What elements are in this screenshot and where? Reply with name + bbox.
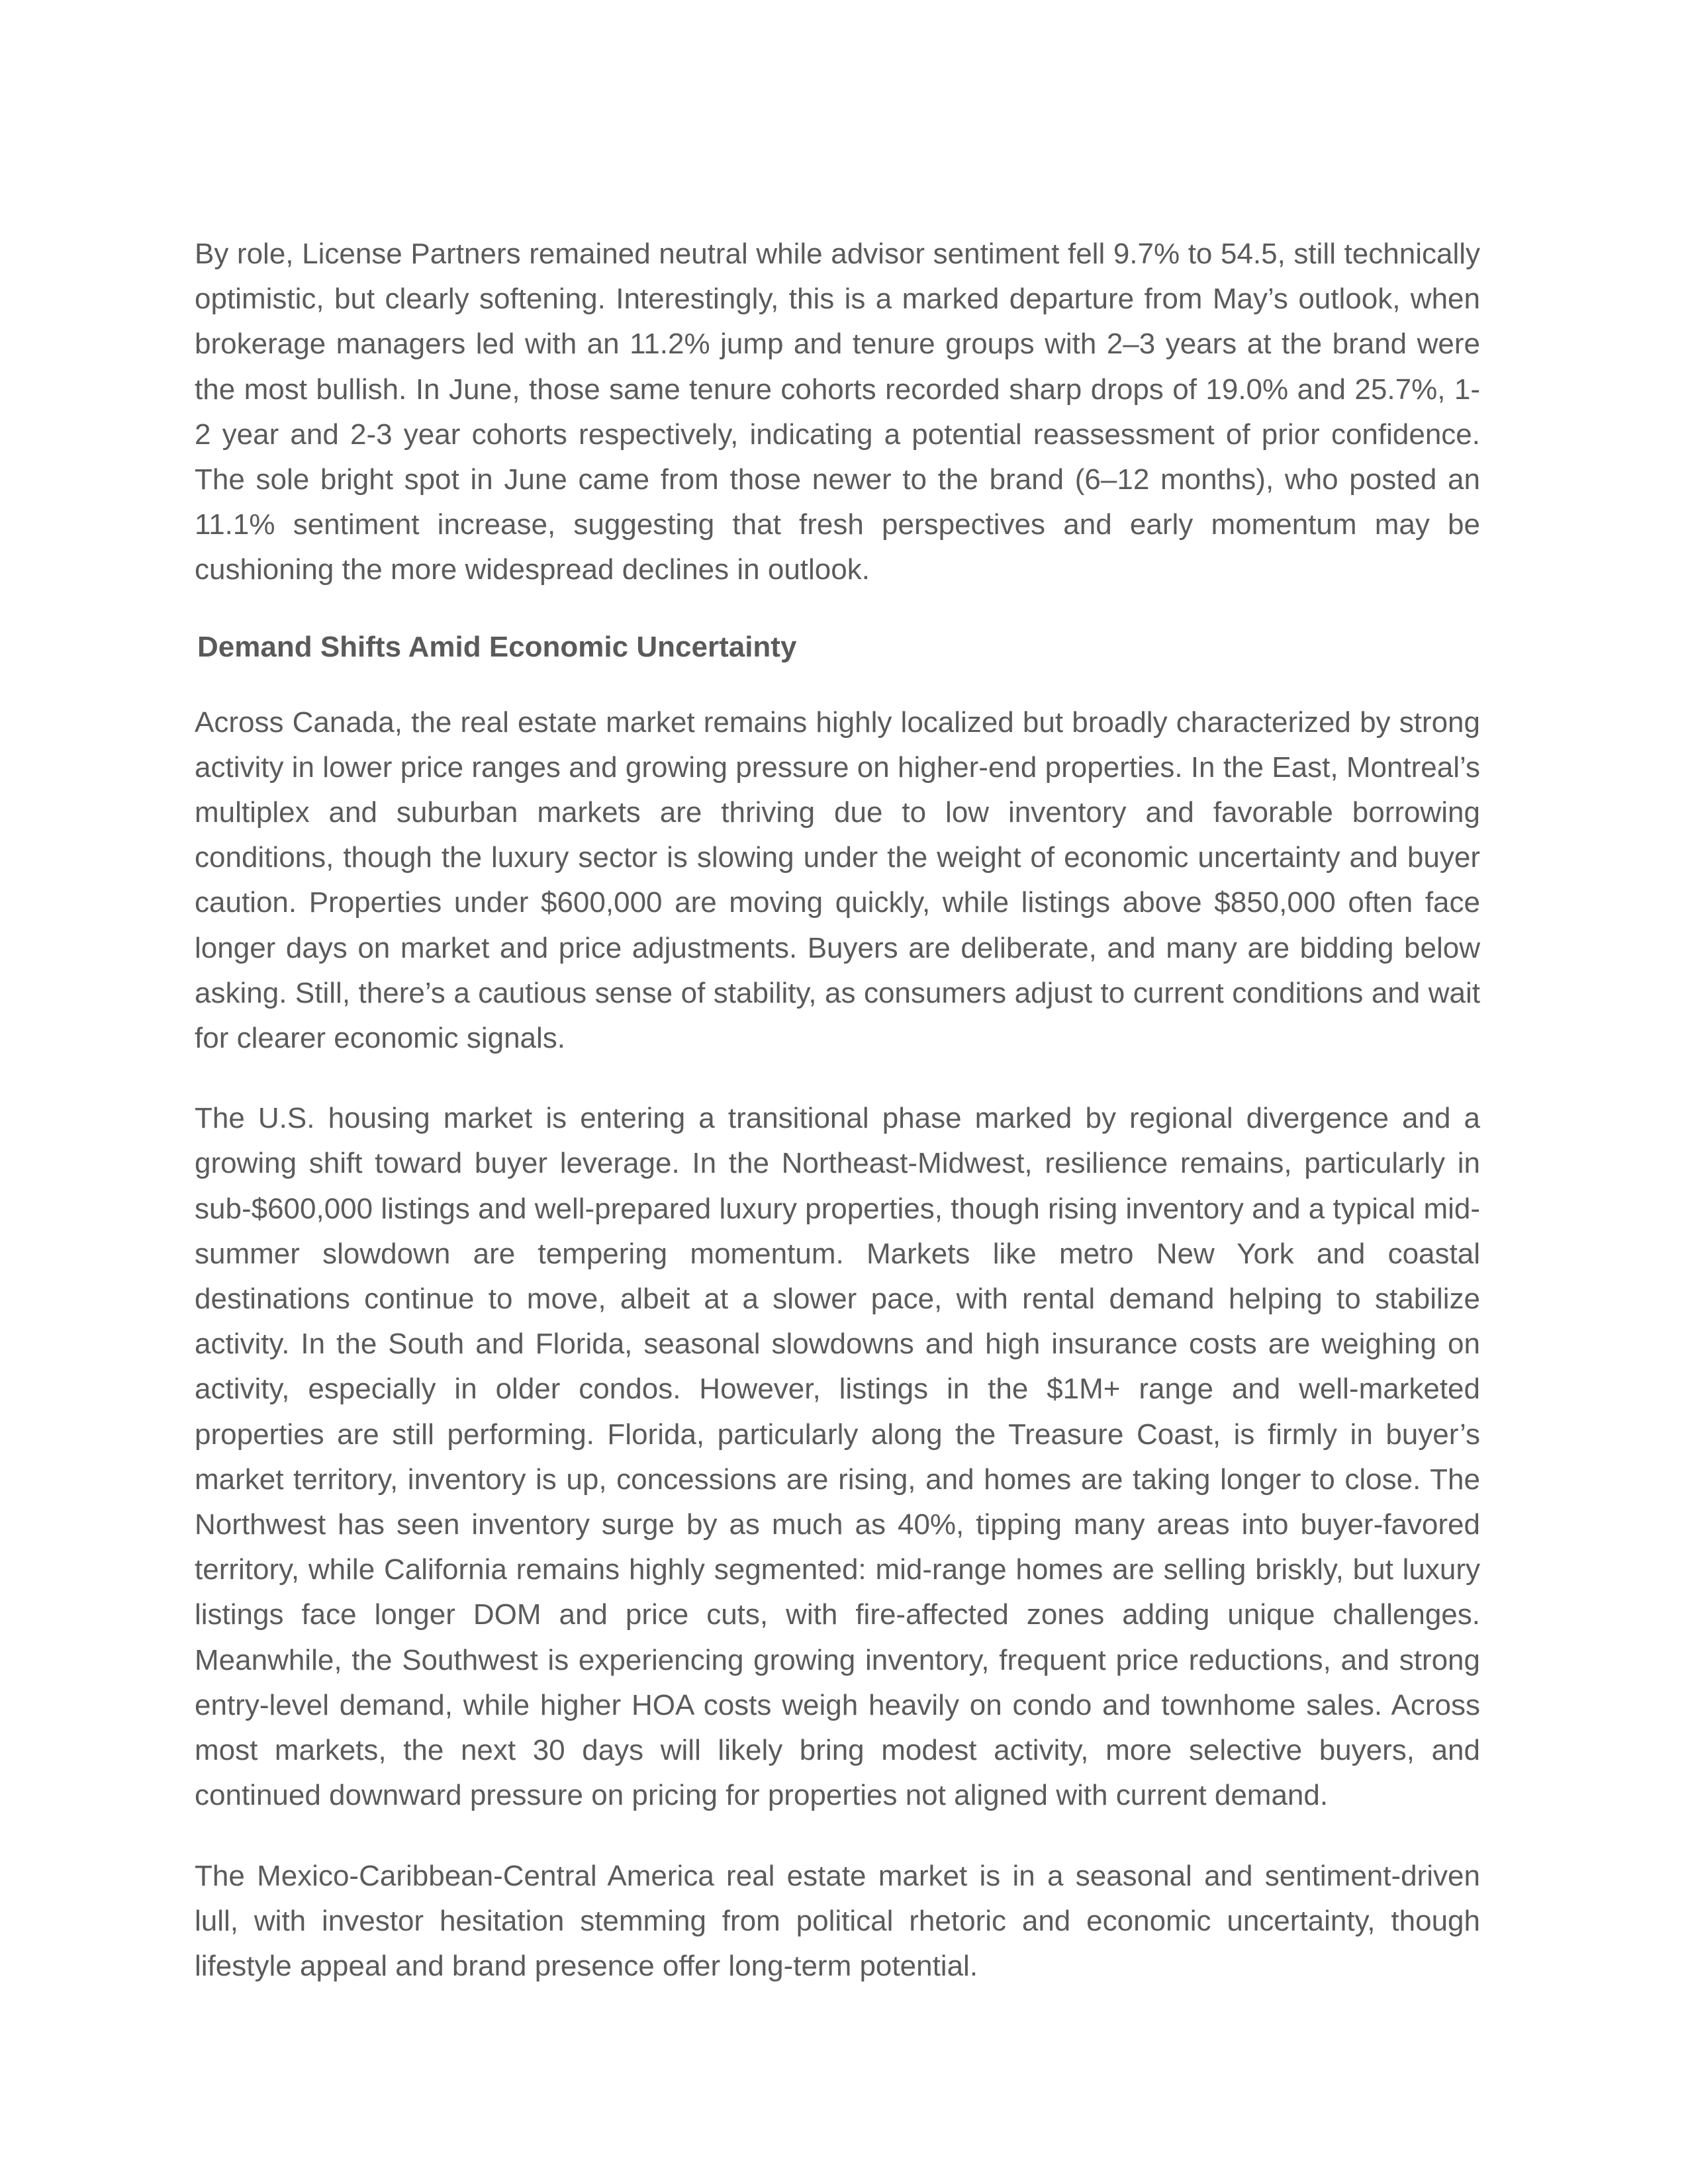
paragraph-sentiment-by-role: By role, License Partners remained neutral while advisor sentiment fell 9.7% to 54.5, still technically optimistic, but clearly softening. Interestingly, this is a marked departure from May’s outlook, when brokerage managers led with an 11.2% jump and tenure groups with 2–3 years at the brand were the most bullish. In June, those same tenure cohorts recorded sharp drops of 19.0% and 25.7%, 1-2 year and 2-3 year cohorts respectively, indicating a potential reassessment of prior confidence. The sole bright spot in June came from those newer to the brand (6–12 months), who posted an 11.1% sentiment increase, suggesting that fresh perspectives and early momentum may be cushioning the more widespread declines in outlook. xyxy=(195,238,1480,586)
paragraph-canada-market: Across Canada, the real estate market remains highly localized but broadly characterized by strong activity in lower price ranges and growing pressure on higher-end properties. In the East, Montreal’s multiplex and suburban markets are thriving due to low inventory and favorable borrowing conditions, though the luxury sector is slowing under the weight of economic uncertainty and buyer caution. Properties under $600,000 are moving quickly, while listings above $850,000 often face longer days on market and price adjustments. Buyers are deliberate, and many are bidding below asking. Still, there’s a cautious sense of stability, as consumers adjust to current conditions and wait for clearer economic signals. xyxy=(195,705,1480,1055)
section-heading: Demand Shifts Amid Economic Uncertainty xyxy=(197,630,797,663)
paragraph-us-market: The U.S. housing market is entering a transitional phase marked by regional divergence and a growing shift toward buyer leverage. In the Northeast-Midwest, resilience remains, particularly in sub-$600,000 listings and well-prepared luxury properties, though rising inventory and a typical mid-summer slowdown are tempering momentum. Markets like metro New York and coastal destinations continue to move, albeit at a slower pace, with rental demand helping to stabilize activity. In the South and Florida, seasonal slowdowns and high insurance costs are weighing on activity, especially in older condos. However, listings in the $1M+ range and well-marketed properties are still performing. Florida, particularly along the Treasure Coast, is firmly in buyer’s market territory, inventory is up, concessions are rising, and homes are taking longer to close. The Northwest has seen inventory surge by as much as 40%, tipping many areas into buyer-favored territory, while California remains highly segmented: mid-range homes are selling briskly, but luxury listings face longer DOM and price cuts, with fire-affected zones adding unique challenges. Meanwhile, the Southwest is experiencing growing inventory, frequent price reductions, and strong entry-level demand, while higher HOA costs weigh heavily on condo and townhome sales. Across most markets, the next 30 days will likely bring modest activity, more selective buyers, and continued downward pressure on pricing for properties not aligned with current demand. xyxy=(195,1102,1480,1812)
paragraph-mexico-caribbean-market: The Mexico-Caribbean-Central America real estate market is in a seasonal and sentiment-driven lull, with investor hesitation stemming from political rhetoric and economic uncertainty, though lifestyle appeal and brand presence offer long-term potential. xyxy=(195,1859,1480,1982)
document-page xyxy=(195,232,1480,1989)
